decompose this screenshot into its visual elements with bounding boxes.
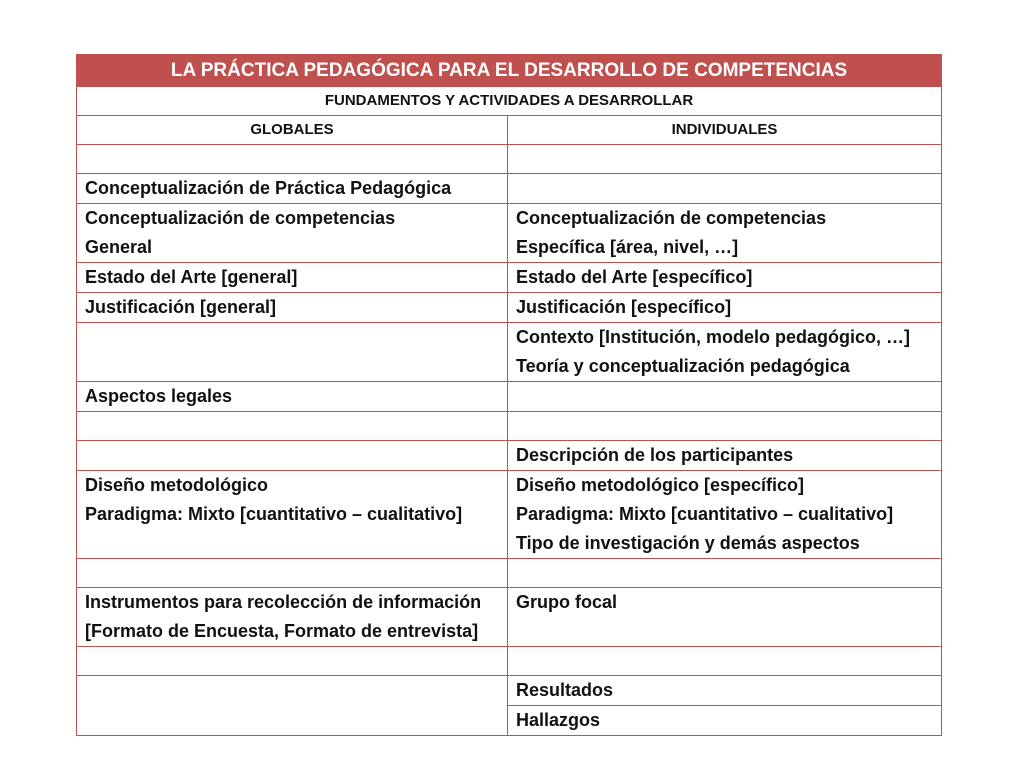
cell-line: Aspectos legales	[85, 386, 233, 406]
cell-line: Instrumentos para recolección de información	[85, 592, 482, 612]
table-row	[77, 323, 942, 382]
cell-individuales	[508, 293, 942, 323]
cell-globales	[77, 706, 508, 736]
cell-line: Justificación [general]	[85, 297, 277, 317]
cell-line: Tipo de investigación y demás aspectos	[516, 533, 860, 553]
table-row	[77, 412, 942, 441]
cell-line: Hallazgos	[516, 710, 601, 730]
cell-individuales	[508, 323, 942, 382]
table-row	[77, 706, 942, 736]
cell-line: Estado del Arte [específico]	[516, 267, 753, 287]
column-header-individuales: INDIVIDUALES	[508, 116, 942, 145]
cell-globales	[77, 204, 508, 263]
cell-line: [Formato de Encuesta, Formato de entrevista]	[85, 621, 479, 641]
cell-line: Conceptualización de competencias	[516, 208, 827, 228]
cell-individuales	[508, 471, 942, 559]
table-row	[77, 174, 942, 204]
cell-globales	[77, 145, 508, 174]
cell-globales	[77, 471, 508, 559]
cell-individuales	[508, 263, 942, 293]
cell-globales	[77, 588, 508, 647]
table-row	[77, 145, 942, 174]
cell-line: Estado del Arte [general]	[85, 267, 298, 287]
table-row	[77, 559, 942, 588]
table-row	[77, 441, 942, 471]
cell-line: Conceptualización de Práctica Pedagógica	[85, 178, 452, 198]
cell-line: Contexto [Institución, modelo pedagógico, …]	[516, 327, 910, 347]
cell-line: Justificación [específico]	[516, 297, 732, 317]
cell-line: Teoría y conceptualización pedagógica	[516, 356, 850, 376]
table-row	[77, 647, 942, 676]
competencias-table	[76, 54, 942, 736]
cell-globales	[77, 323, 508, 382]
cell-line: Diseño metodológico [específico]	[516, 475, 805, 495]
table-subtitle-row	[77, 87, 942, 116]
cell-globales	[77, 412, 508, 441]
cell-line: Resultados	[516, 680, 614, 700]
cell-individuales	[508, 706, 942, 736]
cell-globales	[77, 263, 508, 293]
table-row	[77, 263, 942, 293]
table-subtitle: FUNDAMENTOS Y ACTIVIDADES A DESARROLLAR	[77, 87, 942, 116]
cell-individuales	[508, 412, 942, 441]
cell-line: General	[85, 237, 153, 257]
cell-line: Paradigma: Mixto [cuantitativo – cualitativo]	[516, 504, 894, 524]
cell-globales	[77, 676, 508, 706]
table-row	[77, 293, 942, 323]
cell-individuales	[508, 174, 942, 204]
cell-globales	[77, 441, 508, 471]
table-row	[77, 588, 942, 647]
table-row	[77, 471, 942, 559]
cell-globales	[77, 382, 508, 412]
column-header-row	[77, 116, 942, 145]
table-row	[77, 204, 942, 263]
cell-globales	[77, 559, 508, 588]
table-row	[77, 676, 942, 706]
cell-line: Diseño metodológico	[85, 475, 269, 495]
cell-individuales	[508, 559, 942, 588]
table-title: LA PRÁCTICA PEDAGÓGICA PARA EL DESARROLLO DE COMPETENCIAS	[77, 55, 942, 87]
cell-line: Conceptualización de competencias	[85, 208, 396, 228]
cell-individuales	[508, 145, 942, 174]
cell-individuales	[508, 676, 942, 706]
cell-line: Específica [área, nivel, …]	[516, 237, 739, 257]
column-header-globales: GLOBALES	[77, 116, 508, 145]
cell-individuales	[508, 647, 942, 676]
cell-individuales	[508, 204, 942, 263]
table-row	[77, 382, 942, 412]
cell-globales	[77, 647, 508, 676]
cell-individuales	[508, 588, 942, 647]
cell-line: Descripción de los participantes	[516, 445, 794, 465]
cell-line: Paradigma: Mixto [cuantitativo – cualitativo]	[85, 504, 463, 524]
cell-individuales	[508, 441, 942, 471]
cell-line: Grupo focal	[516, 592, 618, 612]
cell-individuales	[508, 382, 942, 412]
table-title-row	[77, 55, 942, 87]
cell-globales	[77, 293, 508, 323]
table-body	[77, 145, 942, 736]
cell-globales	[77, 174, 508, 204]
